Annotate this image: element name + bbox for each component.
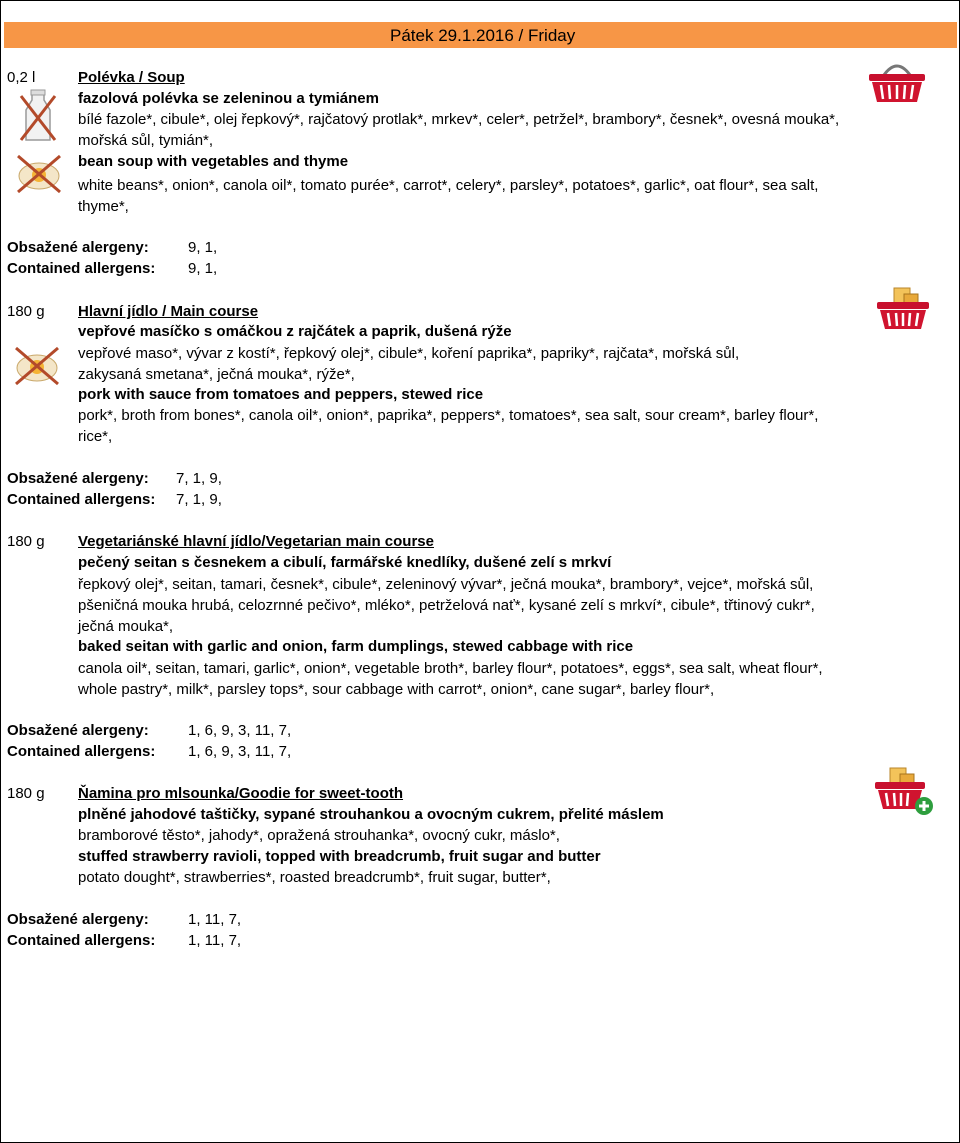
category-title: Ňamina pro mlsounka/Goodie for sweet-tooth [78,785,404,802]
allergens-en-label: Contained allergens: [7,743,156,760]
allergens-cz-value: 7, 1, 9, [176,470,222,487]
ingredients-en-line: potato dought*, strawberries*, roasted breadcrumb*, fruit sugar, butter*, [78,869,551,886]
allergens-cz-label: Obsažené alergeny: [7,722,149,739]
allergens-cz-value: 9, 1, [188,239,218,256]
ingredients-cz-line: mořská sůl, tymián*, [78,132,214,149]
ingredients-cz-line: zakysaná smetana*, ječná mouka*, rýže*, [78,366,355,383]
portion-size: 0,2 l [7,69,36,86]
allergens-en-value: 9, 1, [188,260,218,277]
basket-add-icon[interactable] [872,764,934,816]
dish-name-en: bean soup with vegetables and thyme [78,153,349,170]
allergens-en-value: 1, 11, 7, [188,932,242,949]
portion-size: 180 g [7,533,45,550]
ingredients-cz-line: bílé fazole*, cibule*, olej řepkový*, rajčatový protlak*, mrkev*, celer*, petržel*, brambory*, česnek*, ovesná mouka*, [78,111,840,128]
category-title: Vegetariánské hlavní jídlo/Vegetarian main course [78,533,434,550]
ingredients-en-line: white beans*, onion*, canola oil*, tomato purée*, carrot*, celery*, parsley*, potatoes*, garlic*, oat flour*, sea salt, [78,177,819,194]
allergens-en-value: 7, 1, 9, [176,491,222,508]
ingredients-cz-line: pšeničná mouka hrubá, celozrnné pečivo*, mléko*, petrželová nať*, kysané zelí s mrkví*, cibule*, třtinový cukr*, [78,597,815,614]
ingredients-en-line: pork*, broth from bones*, canola oil*, onion*, paprika*, peppers*, tomatoes*, sea salt, sour cream*, barley flour*, [78,407,819,424]
portion-size: 180 g [7,303,45,320]
allergens-en-label: Contained allergens: [7,491,156,508]
ingredients-en-line: canola oil*, seitan, tamari, garlic*, onion*, vegetable broth*, barley flour*, potatoes*, eggs*, sea salt, wheat flour*, [78,660,823,677]
allergens-cz-value: 1, 6, 9, 3, 11, 7, [188,722,292,739]
dish-name-cz: vepřové masíčko s omáčkou z rajčátek a paprik, dušená rýže [78,323,512,340]
category-title: Polévka / Soup [78,69,185,86]
dish-name-en: pork with sauce from tomatoes and peppers, stewed rice [78,386,484,403]
ingredients-cz-line: bramborové těsto*, jahody*, opražená strouhanka*, ovocný cukr, máslo*, [78,827,560,844]
dish-name-en: baked seitan with garlic and onion, farm dumplings, stewed cabbage with rice [78,638,634,655]
ingredients-en-line: rice*, [78,428,113,445]
filled-basket-icon[interactable] [874,282,932,332]
allergens-en-value: 1, 6, 9, 3, 11, 7, [188,743,292,760]
allergens-en-label: Contained allergens: [7,932,156,949]
allergens-cz-value: 1, 11, 7, [188,911,242,928]
ingredients-en-line: thyme*, [78,198,129,215]
allergens-en-label: Contained allergens: [7,260,156,277]
allergens-cz-label: Obsažené alergeny: [7,470,149,487]
dish-name-en: stuffed strawberry ravioli, topped with breadcrumb, fruit sugar and butter [78,848,601,865]
category-title: Hlavní jídlo / Main course [78,303,259,320]
allergens-cz-label: Obsažené alergeny: [7,911,149,928]
dish-name-cz: plněné jahodové taštičky, sypané strouhankou a ovocným cukrem, přelité máslem [78,806,664,823]
portion-size: 180 g [7,785,45,802]
dish-name-cz: pečený seitan s česnekem a cibulí, farmářské knedlíky, dušené zelí s mrkví [78,554,612,571]
ingredients-cz-line: ječná mouka*, [78,618,174,635]
no-milk-icon [18,88,58,146]
header-date: Pátek 29.1.2016 / Friday [390,26,576,45]
shopping-basket-icon[interactable] [866,56,928,106]
allergens-cz-label: Obsažené alergeny: [7,239,149,256]
ingredients-en-line: whole pastry*, milk*, parsley tops*, sour cabbage with carrot*, onion*, cane sugar*, barley flour*, [78,681,715,698]
no-egg-icon [14,152,64,196]
no-egg-icon [12,344,62,388]
dish-name-cz: fazolová polévka se zeleninou a tymiánem [78,90,379,107]
ingredients-cz-line: řepkový olej*, seitan, tamari, česnek*, cibule*, zeleninový vývar*, ječná mouka*, brambory*, vejce*, mořská sůl, [78,576,814,593]
ingredients-cz-line: vepřové maso*, vývar z kostí*, řepkový olej*, cibule*, koření paprika*, papriky*, rajčata*, mořská sůl, [78,345,740,362]
